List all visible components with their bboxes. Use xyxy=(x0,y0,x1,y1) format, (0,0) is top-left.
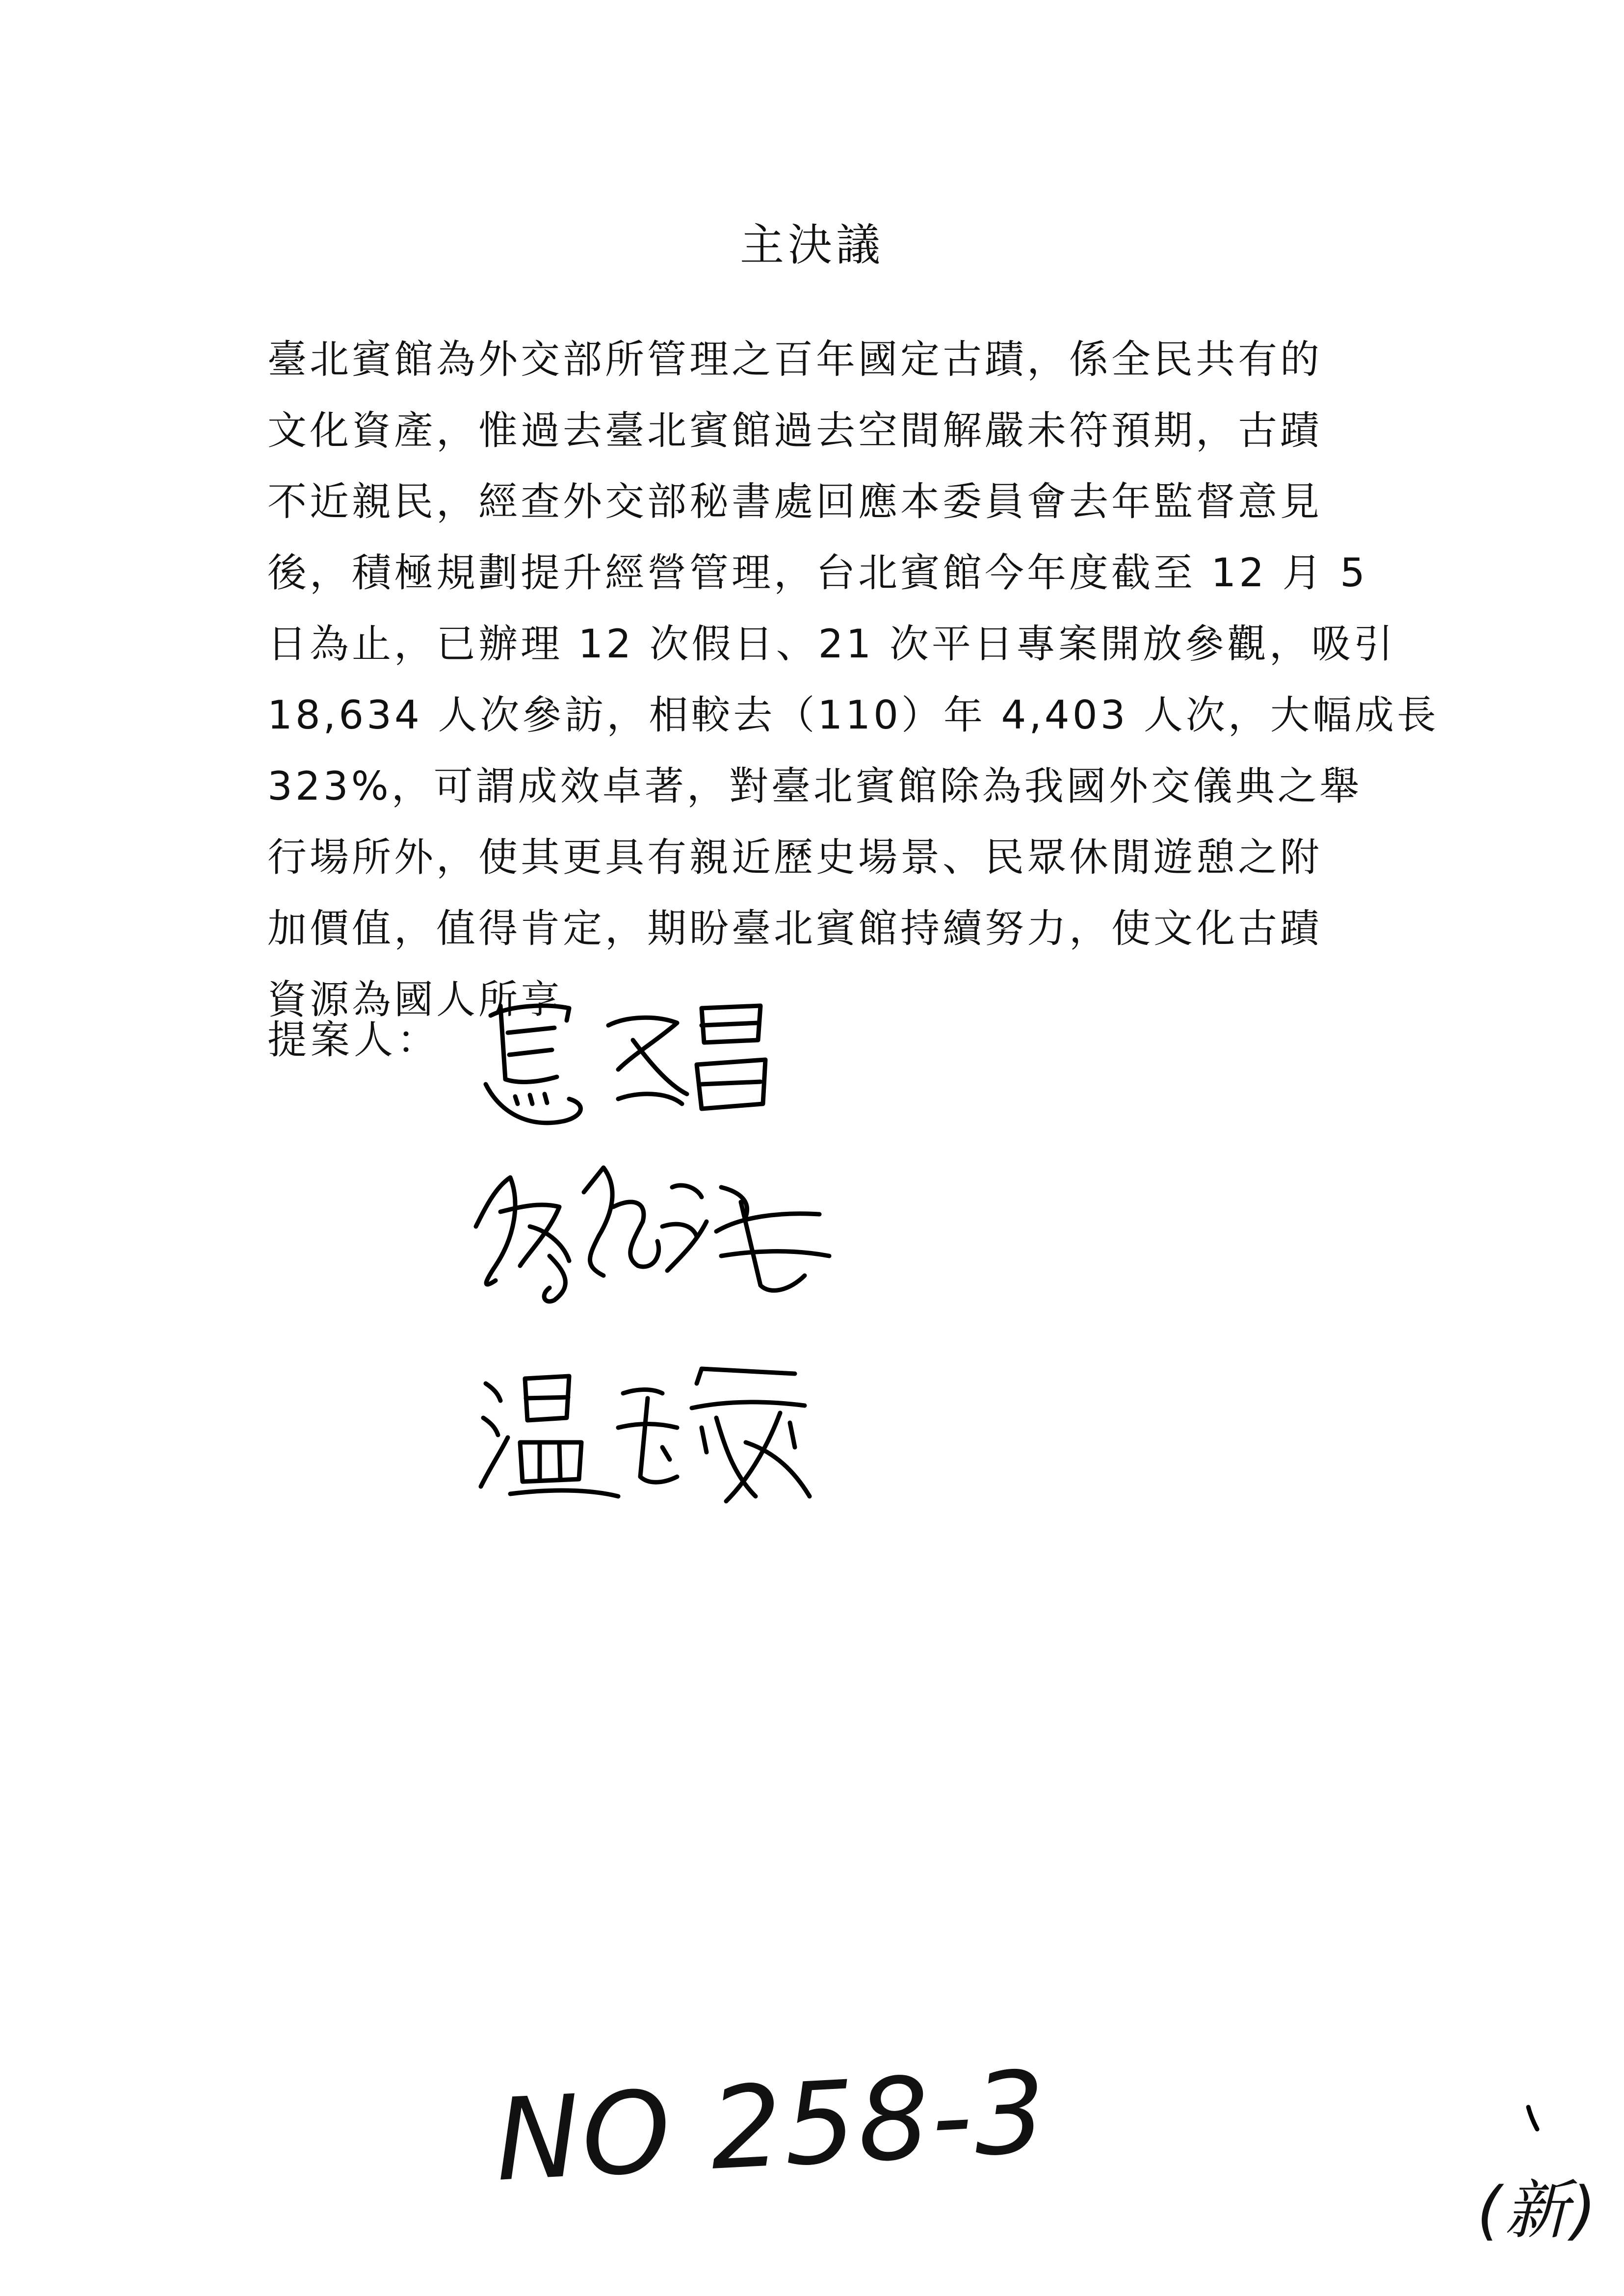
resolution-body xyxy=(267,324,1439,1035)
document-title: 主決議 xyxy=(740,219,884,271)
body-line: 不近親民，經查外交部秘書處回應本委員會去年監督意見 xyxy=(267,479,1322,524)
body-line: 臺北賓館為外交部所管理之百年國定古蹟，係全民共有的 xyxy=(267,337,1322,382)
body-line: 資源為國人所享 xyxy=(267,977,563,1022)
signature-1 xyxy=(471,986,775,1148)
corner-mark: (新) xyxy=(1477,2173,1599,2247)
body-line: 323%，可謂成效卓著，對臺北賓館除為我國外交儀典之舉 xyxy=(267,763,1362,809)
document-number: NO 258-3 xyxy=(492,2047,1051,2207)
body-line: 18,634 人次參訪，相較去（110）年 4,403 人次，大幅成長 xyxy=(267,692,1439,738)
body-line: 加價值，值得肯定，期盼臺北賓館持續努力，使文化古蹟 xyxy=(267,906,1322,951)
body-line: 日為止，已辦理 12 次假日、21 次平日專案開放參觀，吸引 xyxy=(267,621,1396,667)
signature-3 xyxy=(471,1354,824,1516)
body-line: 文化資產，惟過去臺北賓館過去空間解嚴未符預期，古蹟 xyxy=(267,408,1322,453)
tick-mark xyxy=(1523,2105,1543,2134)
body-line: 後，積極規劃提升經營管理，台北賓館今年度截至 12 月 5 xyxy=(267,550,1368,596)
body-line: 行場所外，使其更具有親近歷史場景、民眾休閒遊憩之附 xyxy=(267,835,1322,880)
signature-2 xyxy=(466,1158,849,1325)
proposer-label: 提案人： xyxy=(267,1017,440,1063)
